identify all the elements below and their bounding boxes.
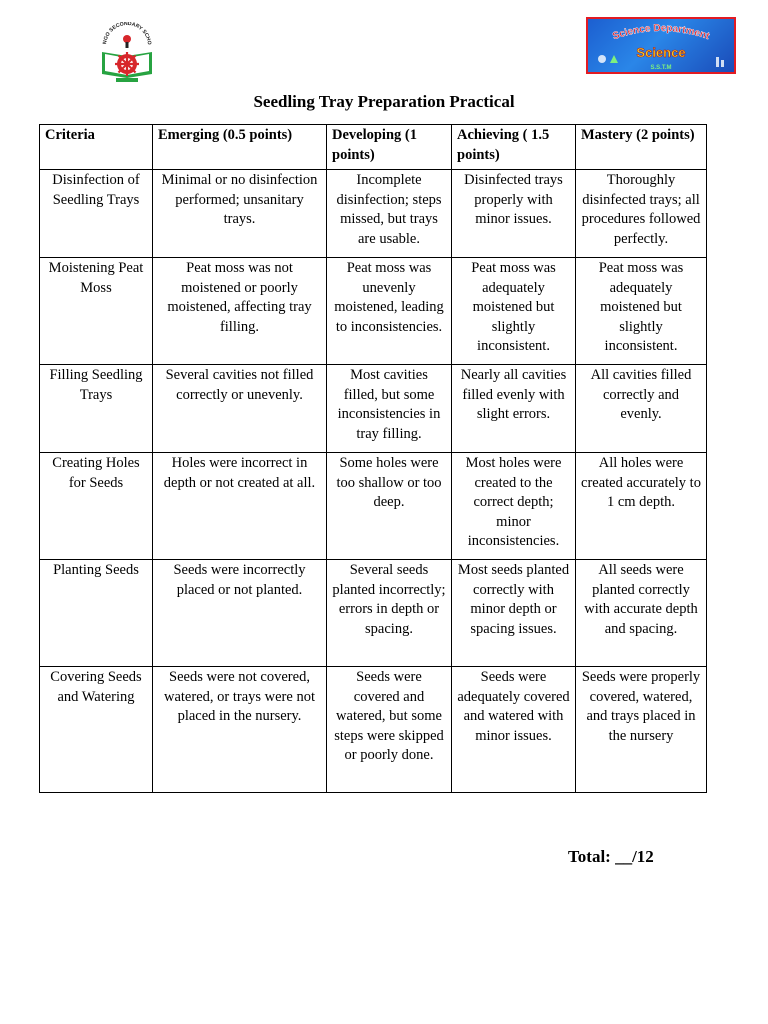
cell-achieving: Most seeds planted correctly with minor depth or spacing issues. xyxy=(452,560,576,667)
table-row xyxy=(40,365,707,453)
table-row xyxy=(40,560,707,667)
cell-criteria: Planting Seeds xyxy=(40,560,153,667)
table-row xyxy=(40,667,707,793)
cell-mastery: Thoroughly disinfected trays; all procedures followed perfectly. xyxy=(576,170,707,258)
header-developing: Developing (1 points) xyxy=(327,125,452,170)
cell-mastery: All cavities filled correctly and evenly. xyxy=(576,365,707,453)
table-header-row xyxy=(40,125,707,170)
cell-developing: Several seeds planted incorrectly; errors in depth or spacing. xyxy=(327,560,452,667)
cell-developing: Incomplete disinfection; steps missed, but trays are usable. xyxy=(327,170,452,258)
cell-emerging: Peat moss was not moistened or poorly moistened, affecting tray filling. xyxy=(153,258,327,365)
cell-criteria: Creating Holes for Seeds xyxy=(40,453,153,560)
cell-emerging: Seeds were not covered, watered, or trays were not placed in the nursery. xyxy=(153,667,327,793)
cell-achieving: Peat moss was adequately moistened but slightly inconsistent. xyxy=(452,258,576,365)
rubric-table xyxy=(39,124,707,793)
science-department-badge xyxy=(586,17,736,74)
header-achieving: Achieving ( 1.5 points) xyxy=(452,125,576,170)
page-title: Seedling Tray Preparation Practical xyxy=(253,92,515,111)
header-criteria: Criteria xyxy=(40,125,153,170)
badge-arc-text: Science Department xyxy=(611,22,711,43)
school-crest-logo xyxy=(96,22,158,84)
cell-mastery: All seeds were planted correctly with accurate depth and spacing. xyxy=(576,560,707,667)
cell-achieving: Disinfected trays properly with minor issues. xyxy=(452,170,576,258)
cell-developing: Peat moss was unevenly moistened, leading to inconsistencies. xyxy=(327,258,452,365)
cell-mastery: All holes were created accurately to 1 cm depth. xyxy=(576,453,707,560)
cell-criteria: Filling Seedling Trays xyxy=(40,365,153,453)
table-row xyxy=(40,170,707,258)
cell-developing: Most cavities filled, but some inconsistencies in tray filling. xyxy=(327,365,452,453)
total-score: Total: __/12 xyxy=(568,847,654,866)
cell-criteria: Moistening Peat Moss xyxy=(40,258,153,365)
cell-developing: Some holes were too shallow or too deep. xyxy=(327,453,452,560)
badge-bottom-text: S.S.T.M xyxy=(650,65,672,71)
science-department-badge-icon xyxy=(588,19,734,72)
header-emerging: Emerging (0.5 points) xyxy=(153,125,327,170)
cell-developing: Seeds were covered and watered, but some steps were skipped or poorly done. xyxy=(327,667,452,793)
table-row xyxy=(40,258,707,365)
cell-emerging: Seeds were incorrectly placed or not planted. xyxy=(153,560,327,667)
cell-mastery: Seeds were properly covered, watered, and trays placed in the nursery xyxy=(576,667,707,793)
header-mastery: Mastery (2 points) xyxy=(576,125,707,170)
cell-criteria: Covering Seeds and Watering xyxy=(40,667,153,793)
cell-achieving: Nearly all cavities filled evenly with slight errors. xyxy=(452,365,576,453)
crest-arc-text: NGO SECONDARY SCHO xyxy=(102,22,153,46)
school-crest-icon xyxy=(96,22,158,84)
table-row xyxy=(40,453,707,560)
cell-emerging: Several cavities not filled correctly or unevenly. xyxy=(153,365,327,453)
cell-achieving: Most holes were created to the correct depth; minor inconsistencies. xyxy=(452,453,576,560)
cell-emerging: Minimal or no disinfection performed; unsanitary trays. xyxy=(153,170,327,258)
cell-emerging: Holes were incorrect in depth or not created at all. xyxy=(153,453,327,560)
cell-achieving: Seeds were adequately covered and watered with minor issues. xyxy=(452,667,576,793)
cell-criteria: Disinfection of Seedling Trays xyxy=(40,170,153,258)
cell-mastery: Peat moss was adequately moistened but slightly inconsistent. xyxy=(576,258,707,365)
badge-main-text: Science xyxy=(636,45,686,60)
